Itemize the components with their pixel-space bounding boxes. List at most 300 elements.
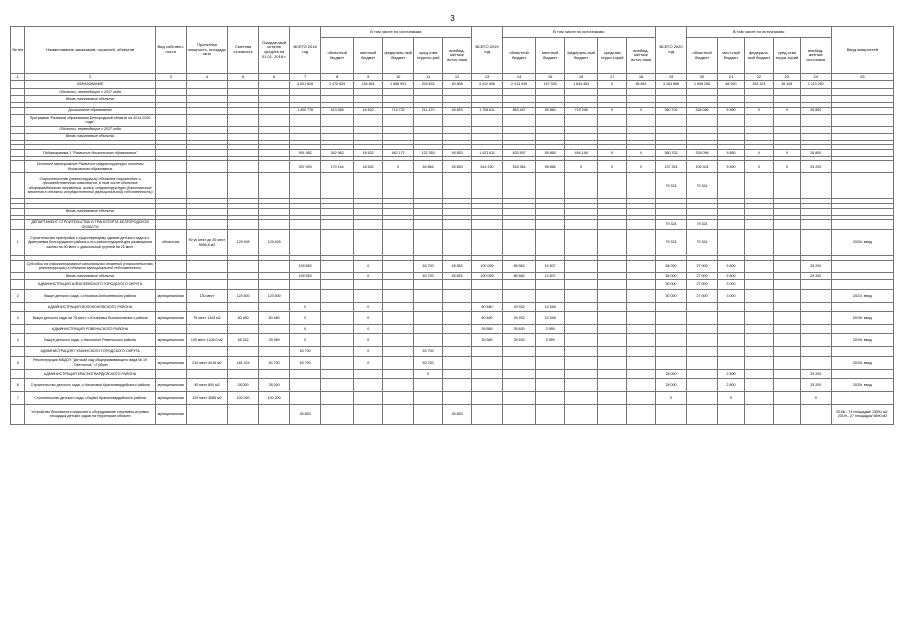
table-cell	[598, 333, 627, 346]
table-cell	[11, 369, 25, 378]
table-cell	[503, 89, 536, 96]
table-cell: 1 423 611	[472, 149, 503, 156]
table-cell	[831, 161, 893, 173]
table-cell: 45 853	[443, 161, 472, 173]
table-cell	[627, 324, 656, 333]
table-cell	[536, 89, 565, 96]
table-cell	[718, 302, 745, 311]
table-cell	[773, 311, 800, 324]
table-cell	[627, 260, 656, 272]
table-cell	[598, 272, 627, 279]
table-cell: 210 мест 4016 м2	[186, 356, 227, 369]
table-cell: 0	[627, 161, 656, 173]
table-cell: 46 332	[228, 333, 259, 346]
table-cell	[800, 279, 831, 289]
table-cell	[744, 173, 773, 199]
table-cell	[228, 302, 259, 311]
table-cell: 2019г. ввод	[831, 311, 893, 324]
table-cell	[228, 260, 259, 272]
table-cell	[800, 324, 831, 333]
table-cell	[321, 89, 354, 96]
table-cell	[321, 114, 354, 126]
table-cell	[503, 230, 536, 256]
table-cell	[472, 346, 503, 356]
table-cell: 2018г.- 74 площадки/ 15591 м2, 2019г.- 27 площадок/ 6890 м2	[831, 404, 893, 424]
table-cell	[259, 279, 290, 289]
table-cell	[773, 133, 800, 140]
header-total-2019: ВСЕГО 2019 год	[472, 27, 503, 74]
table-cell	[383, 302, 414, 311]
table-cell	[627, 369, 656, 378]
table-cell: муниципальная	[155, 378, 186, 391]
table-cell	[565, 404, 598, 424]
table-cell: 4 412 696	[472, 81, 503, 89]
table-row	[11, 220, 894, 230]
table-cell	[503, 208, 536, 215]
header-sources-2019: В том числе по источникам:	[503, 27, 656, 38]
table-cell	[259, 272, 290, 279]
header-mest-2020: мест-ный бюджет	[718, 38, 745, 74]
table-cell	[290, 230, 321, 256]
table-cell	[443, 333, 472, 346]
table-cell	[656, 404, 687, 424]
table-cell: 100 000	[228, 391, 259, 404]
table-cell	[565, 220, 598, 230]
table-cell	[155, 173, 186, 199]
table-cell: 79 324	[656, 230, 687, 256]
table-cell: 26 800	[800, 149, 831, 156]
table-cell: 100 069	[472, 260, 503, 272]
table-cell	[11, 96, 25, 103]
table-cell	[687, 324, 718, 333]
table-cell	[383, 356, 414, 369]
table-cell: 170 144	[321, 161, 354, 173]
table-cell	[259, 133, 290, 140]
table-cell: 109 553	[290, 260, 321, 272]
table-cell	[831, 220, 893, 230]
table-cell: муниципальная	[155, 356, 186, 369]
table-cell	[718, 230, 745, 256]
column-index-cell: 16	[565, 74, 598, 81]
table-cell	[228, 107, 259, 114]
table-cell	[831, 346, 893, 356]
table-cell	[354, 404, 383, 424]
table-cell: 0	[354, 346, 383, 356]
table-cell	[565, 289, 598, 302]
header-vvod: Ввод мощностей	[831, 27, 893, 74]
table-cell	[383, 378, 414, 391]
object-name-cell: Дошкольное образование	[25, 107, 155, 114]
table-cell: 0	[744, 107, 773, 114]
table-cell	[718, 96, 745, 103]
table-cell	[443, 208, 472, 215]
table-cell: 45 853	[443, 107, 472, 114]
table-cell	[598, 404, 627, 424]
table-cell	[744, 96, 773, 103]
table-cell: 63 700	[259, 356, 290, 369]
table-cell	[354, 89, 383, 96]
table-cell	[472, 404, 503, 424]
table-cell: 7	[11, 391, 25, 404]
header-num: № п/п	[11, 27, 25, 74]
table-cell	[503, 126, 536, 133]
table-cell: 410 085	[321, 107, 354, 114]
table-cell	[773, 260, 800, 272]
table-cell	[687, 208, 718, 215]
table-cell: 40 мест 800 м2	[186, 378, 227, 391]
table-cell	[354, 173, 383, 199]
table-cell: 3 164 866	[656, 81, 687, 89]
table-cell: 28 000	[228, 378, 259, 391]
table-cell	[565, 272, 598, 279]
table-cell: 130 мест	[186, 289, 227, 302]
table-cell	[186, 126, 227, 133]
table-cell	[228, 96, 259, 103]
table-cell	[228, 279, 259, 289]
table-cell	[155, 96, 186, 103]
table-cell	[383, 324, 414, 333]
table-cell	[800, 356, 831, 369]
table-cell	[565, 230, 598, 256]
table-row	[11, 324, 894, 333]
table-cell	[414, 230, 443, 256]
header-terr-2020: сред-ства терри-торий	[773, 38, 800, 74]
table-cell	[503, 346, 536, 356]
table-cell	[536, 208, 565, 215]
table-cell	[354, 378, 383, 391]
table-cell: 2 470 829	[321, 81, 354, 89]
table-cell: 95 865	[536, 149, 565, 156]
table-cell	[536, 96, 565, 103]
table-cell	[354, 369, 383, 378]
table-cell: 27 000	[687, 289, 718, 302]
table-cell	[773, 272, 800, 279]
table-cell: 35 630	[503, 333, 536, 346]
table-cell	[773, 289, 800, 302]
table-cell: 0	[744, 161, 773, 173]
table-cell	[627, 272, 656, 279]
table-cell	[656, 126, 687, 133]
table-cell	[536, 378, 565, 391]
table-cell	[186, 279, 227, 289]
table-cell	[472, 279, 503, 289]
column-index-cell: 14	[503, 74, 536, 81]
table-row	[11, 311, 894, 324]
header-power: Проектная мощность, площадь кв.м	[186, 27, 227, 74]
table-cell: 137 324	[656, 161, 687, 173]
table-cell	[627, 302, 656, 311]
table-cell	[155, 220, 186, 230]
table-cell	[155, 114, 186, 126]
object-name-cell: Строительство пристройки к существующему зданию детского сада в с. Дмитриевка Белгородского района и его реконструкцией для размещения школы на 90 мест с дошкольной группой на 20 мест	[25, 230, 155, 256]
table-cell: 122 353	[414, 149, 443, 156]
table-cell	[414, 311, 443, 324]
table-cell	[228, 369, 259, 378]
table-cell: 5 800	[718, 260, 745, 272]
table-cell	[800, 126, 831, 133]
table-cell	[773, 333, 800, 346]
table-cell: 120 мест 3085 м2	[186, 391, 227, 404]
table-cell: 85 562	[503, 272, 536, 279]
column-index-cell: 13	[472, 74, 503, 81]
table-cell	[186, 260, 227, 272]
table-cell: 39 589	[472, 324, 503, 333]
table-cell	[443, 173, 472, 199]
table-cell	[687, 369, 718, 378]
table-cell	[443, 289, 472, 302]
header-obl-2020: областной бюджет	[687, 38, 718, 74]
table-cell	[536, 173, 565, 199]
table-cell	[627, 289, 656, 302]
table-cell	[744, 356, 773, 369]
table-cell	[186, 107, 227, 114]
table-cell: 2020г. ввод	[831, 378, 893, 391]
table-cell	[598, 89, 627, 96]
table-row	[11, 161, 894, 173]
object-name-cell: Строительство (реконструкция) объектов социального и производственного комплексов, в том числе объектов общегражданского назначения, жилья, инфраструктуры (Капитальные вложения в объекты государственной (муниципальной) собственности)	[25, 173, 155, 199]
header-obl-2019: областной бюджет	[503, 38, 536, 74]
table-cell	[383, 272, 414, 279]
table-row	[11, 230, 894, 256]
table-cell	[598, 208, 627, 215]
table-cell	[744, 302, 773, 311]
table-row	[11, 208, 894, 215]
table-cell	[565, 208, 598, 215]
column-index-cell: 11	[414, 74, 443, 81]
table-cell	[687, 333, 718, 346]
table-cell	[565, 391, 598, 404]
table-cell	[472, 230, 503, 256]
table-cell: муниципальная	[155, 289, 186, 302]
table-cell	[627, 89, 656, 96]
table-cell	[354, 289, 383, 302]
table-cell: 65 851	[627, 81, 656, 89]
table-cell: 2 013 049	[503, 81, 536, 89]
object-name-cell: ДЕПАРТАМЕНТ СТРОИТЕЛЬСТВА И ТРАНСПОРТА БЕЛГОРОДСКОЙ ОБЛАСТИ	[25, 220, 155, 230]
column-index-cell: 19	[656, 74, 687, 81]
object-name-cell: Реконструкция МБДОУ "Детский сад общеразвивающего вида № 19 "Светлячок", г.Губкин	[25, 356, 155, 369]
table-cell: 203 632	[414, 81, 443, 89]
table-cell	[155, 89, 186, 96]
table-cell: 2019г. ввод	[831, 356, 893, 369]
table-cell	[718, 133, 745, 140]
table-cell	[503, 279, 536, 289]
table-cell	[414, 208, 443, 215]
table-cell	[228, 173, 259, 199]
table-cell: 26 800	[800, 107, 831, 114]
table-cell	[443, 391, 472, 404]
table-cell	[744, 279, 773, 289]
table-cell: 60 480	[472, 311, 503, 324]
table-cell	[718, 346, 745, 356]
table-cell: 39 589	[259, 333, 290, 346]
table-cell	[565, 378, 598, 391]
table-cell	[718, 404, 745, 424]
header-mest-2018: местный бюджет	[354, 38, 383, 74]
table-row	[11, 289, 894, 302]
table-cell: 0	[598, 149, 627, 156]
table-cell: 3 959	[536, 333, 565, 346]
table-cell	[259, 404, 290, 424]
table-cell	[11, 272, 25, 279]
table-cell: 79 324	[687, 220, 718, 230]
column-index-cell: 2	[25, 74, 155, 81]
table-cell: 5 890	[718, 107, 745, 114]
table-cell	[259, 81, 290, 89]
table-row	[11, 369, 894, 378]
table-cell	[565, 369, 598, 378]
table-cell	[536, 356, 565, 369]
table-cell	[443, 302, 472, 311]
header-obl-2018: областной бюджет	[321, 38, 354, 74]
table-cell	[718, 220, 745, 230]
table-cell: 45 853	[443, 149, 472, 156]
table-cell	[718, 311, 745, 324]
table-cell: 123 600	[259, 289, 290, 302]
table-cell: 100 мест 1106,0 м2	[186, 333, 227, 346]
table-cell	[800, 208, 831, 215]
table-cell	[800, 404, 831, 424]
table-cell	[773, 356, 800, 369]
table-cell	[443, 126, 472, 133]
table-cell: 58 000	[656, 272, 687, 279]
table-cell	[383, 133, 414, 140]
column-index-cell: 18	[627, 74, 656, 81]
table-cell	[259, 324, 290, 333]
table-cell	[186, 81, 227, 89]
table-cell	[383, 96, 414, 103]
table-row	[11, 133, 894, 140]
table-cell	[744, 346, 773, 356]
object-name-cell: Вновь начинаемые объекты	[25, 208, 155, 215]
table-cell	[687, 96, 718, 103]
table-cell: 342 962	[321, 149, 354, 156]
table-cell	[414, 289, 443, 302]
table-cell: 0	[414, 369, 443, 378]
table-cell	[155, 272, 186, 279]
table-body	[11, 81, 894, 425]
table-cell	[598, 302, 627, 311]
table-cell	[228, 324, 259, 333]
table-cell	[186, 404, 227, 424]
table-cell	[321, 133, 354, 140]
table-cell	[383, 220, 414, 230]
table-cell	[598, 133, 627, 140]
table-cell	[321, 126, 354, 133]
table-cell: 25 200	[800, 378, 831, 391]
table-cell: 63 700	[290, 346, 321, 356]
table-cell: 2019г. ввод	[831, 333, 893, 346]
table-cell	[155, 149, 186, 156]
table-cell	[687, 404, 718, 424]
table-cell	[744, 333, 773, 346]
table-cell	[598, 289, 627, 302]
table-cell	[414, 220, 443, 230]
table-cell	[290, 208, 321, 215]
table-cell	[687, 378, 718, 391]
table-cell	[744, 324, 773, 333]
table-cell	[354, 96, 383, 103]
table-cell	[443, 96, 472, 103]
table-cell	[687, 311, 718, 324]
table-cell: 1 688 991	[383, 81, 414, 89]
table-cell	[228, 126, 259, 133]
object-name-cell: АДМИНИСТРАЦИЯ КРАСНОГВАРДЕЙСКОГО РАЙОНА	[25, 369, 155, 378]
table-cell	[536, 220, 565, 230]
table-cell	[536, 346, 565, 356]
table-cell	[259, 107, 290, 114]
table-cell: 63 700	[290, 356, 321, 369]
table-cell	[773, 369, 800, 378]
table-cell	[800, 302, 831, 311]
object-name-cell: Субсидии на софинансирование капитальных вложений (строительство, реконструкцию) в объекты муниципальной собственности	[26, 261, 154, 271]
object-name-cell: Устройство безопасного покрытия и оборудование спортивно-игровых площадок детских садов на территории области	[25, 404, 155, 424]
table-cell	[383, 369, 414, 378]
table-cell	[656, 333, 687, 346]
table-cell	[414, 96, 443, 103]
table-cell	[414, 404, 443, 424]
table-cell	[687, 302, 718, 311]
table-cell	[627, 230, 656, 256]
table-cell	[11, 81, 25, 89]
table-cell: 0	[354, 311, 383, 324]
table-cell: 1 113 260	[800, 81, 831, 89]
table-cell: 79 324	[687, 173, 718, 199]
table-cell	[536, 114, 565, 126]
table-cell: 49 932	[503, 302, 536, 311]
table-cell: 58 000	[656, 260, 687, 272]
table-cell	[503, 173, 536, 199]
header-sources-2018: В том числе по источникам:	[321, 27, 472, 38]
table-cell: 5	[11, 356, 25, 369]
table-cell	[11, 173, 25, 199]
table-cell	[744, 230, 773, 256]
table-cell	[598, 324, 627, 333]
table-cell	[472, 378, 503, 391]
table-cell: 197 335	[536, 81, 565, 89]
table-cell	[656, 89, 687, 96]
table-cell	[443, 324, 472, 333]
table-cell	[11, 346, 25, 356]
table-cell	[831, 149, 893, 156]
table-cell	[565, 279, 598, 289]
table-cell	[800, 89, 831, 96]
table-cell	[383, 289, 414, 302]
table-cell	[831, 324, 893, 333]
table-cell: 90 уч.мест до 20 мест 5996,8 м2	[186, 230, 227, 256]
table-cell: 3 959	[536, 324, 565, 333]
table-cell	[290, 289, 321, 302]
table-cell	[744, 89, 773, 96]
table-cell	[744, 404, 773, 424]
table-cell	[656, 324, 687, 333]
table-cell: 0	[290, 302, 321, 311]
table-cell	[414, 302, 443, 311]
table-cell	[383, 279, 414, 289]
column-index-cell: 22	[744, 74, 773, 81]
table-cell	[800, 173, 831, 199]
table-cell	[321, 220, 354, 230]
table-row	[11, 89, 894, 96]
table-cell: 27 000	[687, 260, 718, 272]
table-row	[11, 126, 894, 133]
table-cell	[155, 81, 186, 89]
table-cell	[321, 260, 354, 272]
table-cell	[11, 133, 25, 140]
table-cell	[773, 96, 800, 103]
table-cell	[259, 369, 290, 378]
table-cell: 30 000	[656, 279, 687, 289]
